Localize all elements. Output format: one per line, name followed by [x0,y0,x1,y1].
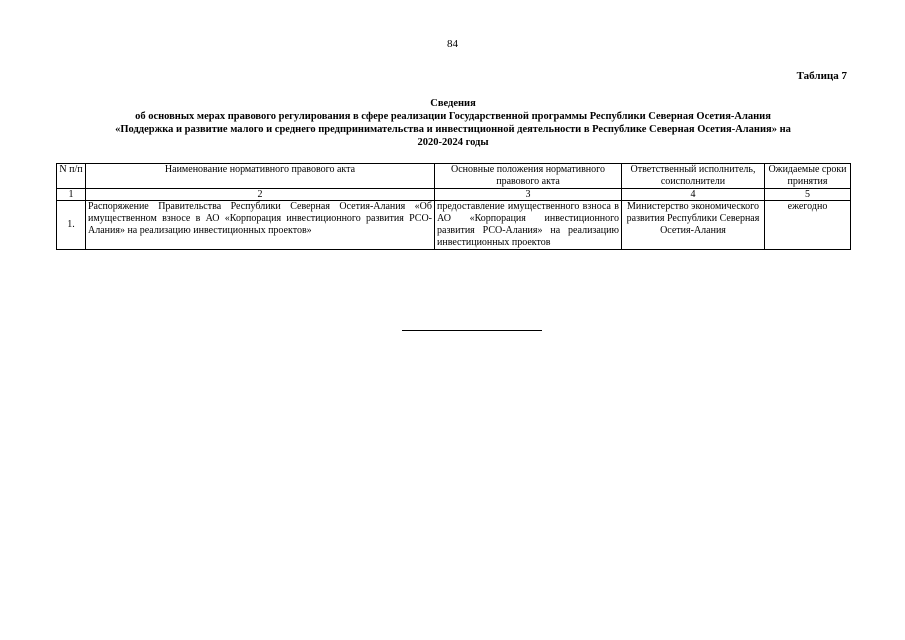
table-row [57,201,851,250]
separator-line [402,330,542,331]
column-number: 3 [435,189,622,201]
header-provisions: Основные положения нормативного правового акта [435,164,622,189]
table-header-row [57,164,851,189]
row-act-name: Распоряжение Правительства Республики Северная Осетия-Алания «Об имущественном взносе в АО «Корпорация инвестиционного развития РСО-Алания» на реализацию инвестиционных проектов» [86,201,435,250]
row-deadline: ежегодно [765,201,851,250]
heading-subtitle-line-1: об основных мерах правового регулирования в сфере реализации Государственной программы Республики Северная Осетия-Алания [135,111,771,122]
heading-subtitle-line-3: 2020-2024 годы [417,137,489,148]
column-number: 5 [765,189,851,201]
header-number: N п/п [57,164,86,189]
document-heading [56,97,850,149]
table-label: Таблица 7 [796,70,847,82]
row-number: 1. [57,201,86,250]
header-deadline: Ожидаемые сроки принятия [765,164,851,189]
heading-title: Сведения [430,98,476,109]
header-responsible: Ответственный исполнитель, соисполнители [622,164,765,189]
column-number-row [57,189,851,201]
column-number: 4 [622,189,765,201]
row-provisions: предоставление имущественного взноса в АО «Корпорация инвестиционного развития РСО-Алания» на реализацию инвестиционных проектов [435,201,622,250]
header-act-name: Наименование нормативного правового акта [86,164,435,189]
column-number: 1 [57,189,86,201]
measures-table [56,163,851,250]
row-responsible: Министерство экономического развития Республики Северная Осетия-Алания [622,201,765,250]
heading-subtitle-line-2: «Поддержка и развитие малого и среднего предпринимательства и инвестиционной деятельности в Республике Северная Осетия-Алания» на [115,124,791,135]
column-number: 2 [86,189,435,201]
page-number: 84 [447,38,458,50]
